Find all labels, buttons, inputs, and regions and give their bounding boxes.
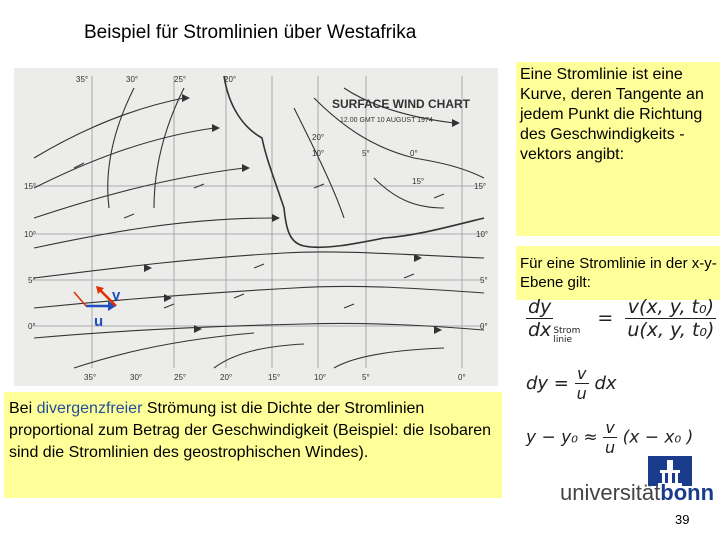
eq3-fraction: [603, 418, 617, 457]
eq1-rhs-denominator: u(x, y, t₀): [627, 319, 715, 341]
eq2-fraction: [575, 364, 589, 403]
page-number: 39: [675, 512, 690, 527]
lat-label-right: 15°: [474, 182, 487, 191]
lon-label-bottom: 20°: [220, 373, 233, 382]
lon-label-inner: 5°: [362, 149, 370, 158]
lon-label-bottom: 0°: [458, 373, 466, 382]
lon-label-top: 35°: [76, 75, 89, 84]
divergence-rest: Strömung ist die Dichte der Stromlinien proportional zum Betrag der Geschwindigkeit (Beispiel: die Isobaren sind die Stromlinien des geostrophischen Windes).: [9, 400, 492, 461]
eq1-numerator: dy: [528, 296, 552, 318]
slide-title: Beispiel für Stromlinien über Westafrika: [84, 22, 417, 43]
university-name-bold: bonn: [660, 480, 715, 505]
eq1-rhs-numerator: v(x, y, t₀): [625, 296, 716, 319]
lat-label-right: 10°: [476, 230, 489, 239]
lon-label-bottom: 15°: [268, 373, 281, 382]
eq1-lhs-fraction: [526, 296, 553, 341]
divergence-prefix: Bei: [9, 400, 37, 417]
vector-label-v: v: [112, 287, 121, 304]
equation-2: [526, 364, 617, 403]
lon-label-inner: 0°: [410, 149, 418, 158]
lat-label-right: 0°: [480, 322, 488, 331]
lon-label-bottom: 25°: [174, 373, 187, 382]
lon-label-bottom: 30°: [130, 373, 143, 382]
lon-label-bottom: 5°: [362, 373, 370, 382]
university-name-main: universität: [560, 480, 661, 505]
lon-label-bottom: 10°: [314, 373, 327, 382]
lon-label-top: 20°: [224, 75, 237, 84]
eq1-denominator: dx: [528, 319, 552, 341]
lon-label-top: 25°: [174, 75, 187, 84]
definition-box: Eine Stromlinie ist eine Kurve, deren Tangente an jedem Punkt die Richtung des Geschwindigkeits -vektors angibt:: [516, 62, 720, 236]
xy-plane-box: Für eine Stromlinie in der x-y-Ebene gilt:: [516, 246, 720, 300]
eq2-lhs: dy =: [526, 373, 569, 394]
lat-label-right: 20°: [312, 133, 325, 142]
eq3-denominator: u: [605, 438, 616, 457]
divergence-highlight: divergenzfreier: [36, 400, 143, 417]
university-name: [560, 480, 714, 506]
velocity-vector-diagram: [74, 286, 121, 330]
surface-wind-chart: [14, 68, 498, 386]
lon-label-inner: 10°: [312, 149, 325, 158]
eq3-rhs: (x − x₀ ): [622, 427, 694, 448]
divergence-box: [4, 392, 502, 498]
lat-label-left: 0°: [28, 322, 36, 331]
equation-3: [526, 418, 693, 457]
lat-label-left: 5°: [28, 276, 36, 285]
lon-label-top: 30°: [126, 75, 139, 84]
wind-barbs: [74, 163, 444, 308]
lat-label-right: 5°: [480, 276, 488, 285]
lon-label-inner: 15°: [412, 177, 425, 186]
lat-label-left: 15°: [24, 182, 37, 191]
lon-label-bottom: 35°: [84, 373, 97, 382]
wind-chart-svg: [14, 68, 498, 386]
eq3-lhs: y − y₀ ≈: [526, 427, 598, 448]
chart-subtitle: 12.00 GMT 10 AUGUST 1974: [340, 117, 433, 124]
vector-label-u: u: [94, 313, 104, 330]
lat-label-left: 10°: [24, 230, 37, 239]
eq2-rhs: dx: [594, 373, 617, 394]
eq3-numerator: v: [603, 418, 617, 438]
eq1-equals: =: [597, 307, 614, 329]
eq1-subscript: Strom linie: [553, 326, 581, 345]
eq2-numerator: v: [575, 364, 589, 384]
chart-title: SURFACE WIND CHART: [332, 97, 470, 111]
equation-1: [526, 296, 716, 345]
eq2-denominator: u: [576, 384, 587, 403]
eq1-rhs-fraction: [625, 296, 716, 341]
streamline-arrows: [144, 94, 460, 334]
